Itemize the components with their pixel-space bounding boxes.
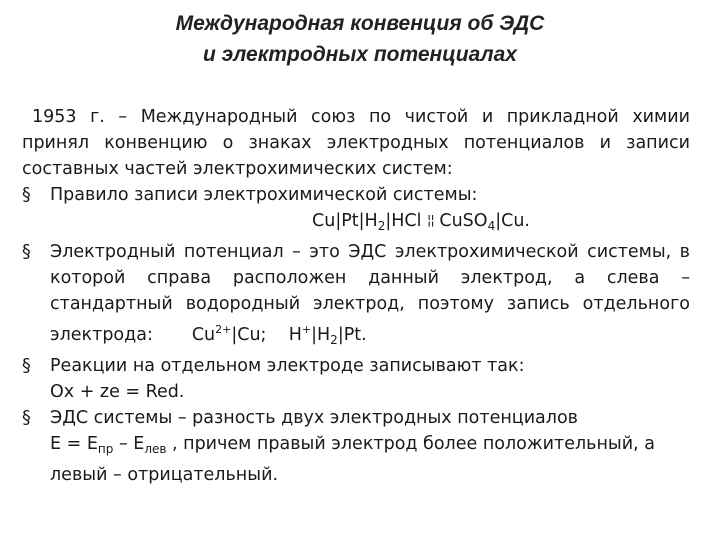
potential-definition: Электродный потенциал – это ЭДС электрохимической системы, в которой справа расположен данный электрод, а слева – стандартный водородный электрод, поэтому запись отдельного электрода:	[50, 242, 690, 345]
cell-formula	[50, 208, 690, 239]
emf-rest: , причем правый электрод более положительный, а левый – отрицательный.	[50, 434, 655, 485]
bullet-marker: §	[22, 185, 31, 205]
formula-part-4: |Cu.	[495, 211, 530, 231]
rule-text: Правило записи электрохимической системы:	[50, 185, 478, 205]
emf-mid: – E	[113, 434, 145, 454]
formula-part-2: |HCl	[385, 211, 428, 231]
formula-part-1: Cu|Pt|H	[312, 211, 378, 231]
title-line-2: и электродных потенциалах	[203, 43, 517, 66]
bullet-rule	[22, 182, 690, 239]
emf-sub-right: пр	[97, 442, 114, 456]
bullet-marker: §	[22, 356, 31, 376]
bullet-potential	[22, 239, 690, 353]
example-hydrogen	[289, 325, 367, 345]
formula-sub-2: 4	[487, 219, 496, 233]
ex2-rest: |H	[311, 325, 331, 345]
reaction-text: Реакции на отдельном электроде записывают так:	[50, 356, 525, 376]
emf-text: ЭДС системы – разность двух электродных потенциалов	[50, 408, 578, 428]
ex1-charge: 2+	[215, 323, 232, 336]
emf-equation	[50, 431, 690, 488]
example-copper	[192, 325, 267, 345]
intro-paragraph: 1953 г. – Международный союз по чистой и прикладной химии принял конвенцию о знаках электродных потенциалов и записи составных частей электрохимических систем:	[22, 107, 690, 179]
reaction-equation: Ox + ze = Red.	[50, 382, 185, 402]
salt-bridge-symbol: ¦¦	[427, 213, 434, 228]
bullet-marker: §	[22, 242, 31, 262]
slide-body	[22, 104, 690, 488]
ex2-charge: +	[301, 323, 312, 336]
bullet-emf	[22, 405, 690, 488]
ex1-rest: |Cu;	[231, 325, 267, 345]
potential-text	[50, 239, 690, 353]
emf-lhs: E = E	[50, 434, 98, 454]
ex1-base: Cu	[191, 325, 216, 345]
formula-sub-1: 2	[377, 219, 386, 233]
bullet-reaction	[22, 353, 690, 405]
emf-sub-left: лев	[144, 442, 167, 456]
ex2-end: |Pt.	[337, 325, 367, 345]
formula-part-3: CuSO	[433, 211, 488, 231]
title-line-1: Международная конвенция об ЭДС	[175, 12, 545, 35]
ex2-sub: 2	[330, 333, 338, 347]
bullet-marker: §	[22, 408, 31, 428]
ex2-base: H	[288, 325, 302, 345]
slide-title	[0, 8, 720, 70]
